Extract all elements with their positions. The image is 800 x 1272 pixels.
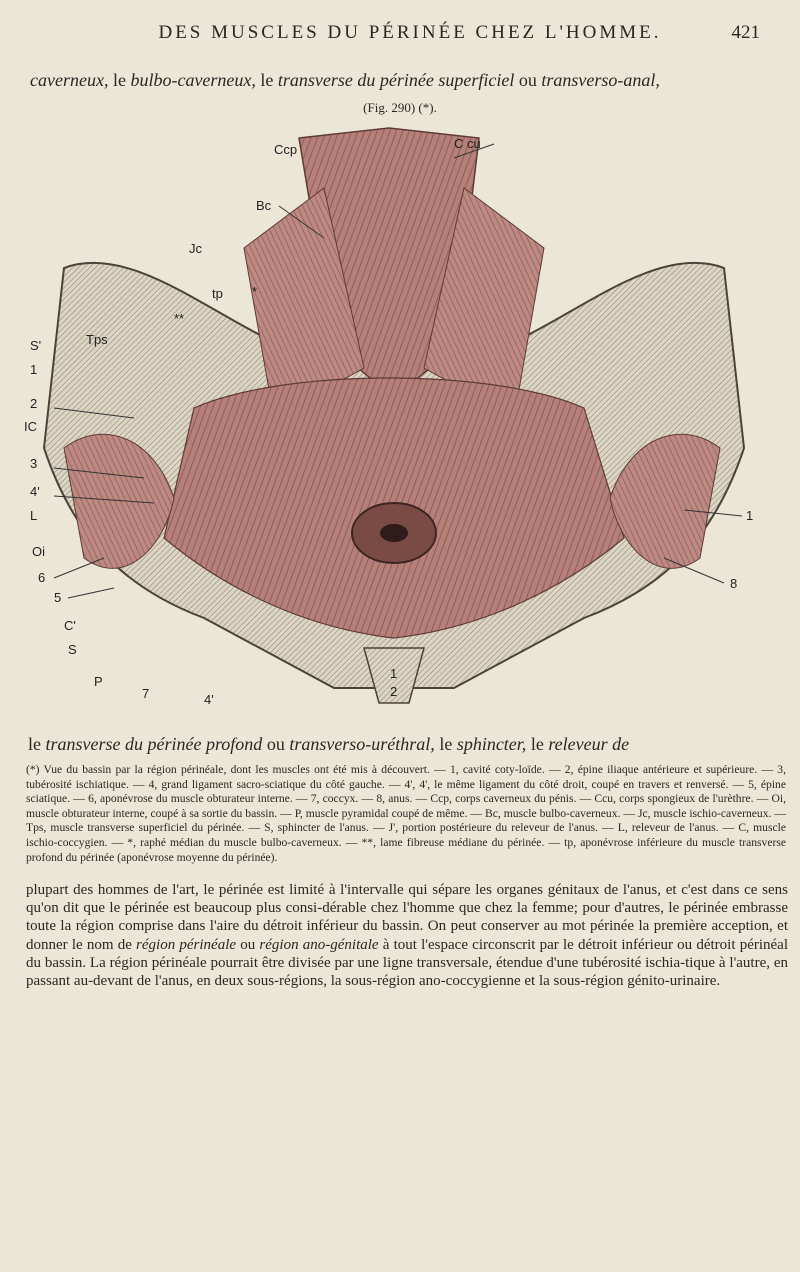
label-L: L <box>30 508 38 523</box>
label-7: 7 <box>142 686 150 701</box>
label-P: P <box>94 674 103 689</box>
page-number: 421 <box>731 22 760 43</box>
sub-p7: le <box>526 734 549 754</box>
lead-t5: transverse du périnée superficiel <box>277 70 515 90</box>
label-6: 6 <box>38 570 46 585</box>
body-d: région ano-génitale <box>259 936 379 953</box>
label-s-prime: S' <box>30 338 42 353</box>
label-2: 2 <box>30 396 38 411</box>
sub-p5: le <box>434 734 457 754</box>
sub-p4: transverso-uréthral, <box>289 734 435 754</box>
label-tps: Tps <box>86 332 108 347</box>
label-tp: tp <box>212 286 223 301</box>
sub-p2: transverse du périnée profond <box>45 734 263 754</box>
label-5: 5 <box>54 590 62 605</box>
label-c-prime: C' <box>64 618 76 633</box>
lead-t4: le <box>255 70 278 90</box>
figure-legend: (*) Vue du bassin par la région périnéale, dont les muscles ont été mis à découvert. — 1, cavité coty-loïde. — 2, épine iliaque antérieure et supérieure. — 3, tubérosité ischiatique. — 4, grand ligament sacro-sciatique du côté gauche. — 4', 4', le même ligament du côté droit, coupé en travers et renversé. — 5, épine sciatique. — 6, aponévrose du muscle obturateur interne. — 7, coccyx. — 8, anus. — Ccp, corps caverneux du pénis. — Ccu, corps spongieux de l'urèthre. — Oi, muscle obturateur interne, coupé à sa sortie du bassin. — P, muscle pyramidal coupé de même. — Bc, muscle bulbo-caverneux. — Jc, muscle ischio-caverneux. — Tps, muscle transverse superficiel du périnée. — S, sphincter de l'anus. — J', portion postérieure du releveur de l'anus. — L, releveur de l'anus. — C, muscle ischio-coccygien. — *, raphé médian du muscle bulbo-caverneux. — **, lame fibreuse médiane du périnée. — tp, aponévrose inférieure du muscle transverse profond du périnée (aponévrose moyenne du périnée). <box>26 763 786 864</box>
anatomical-figure <box>24 118 760 718</box>
subline <box>28 734 788 755</box>
body-c: ou <box>236 936 260 953</box>
body-paragraph <box>26 881 788 990</box>
figure-caption: (Fig. 290) (*). <box>363 100 437 115</box>
lead-t3: bulbo-caverneux, <box>130 70 256 90</box>
sub-p3: ou <box>262 734 290 754</box>
body-b: région périnéale <box>136 936 237 953</box>
running-title: DES MUSCLES DU PÉRINÉE CHEZ L'HOMME. <box>158 22 662 43</box>
sub-p1: le <box>28 734 46 754</box>
body-e: à tout l'espace circonscrit par le détroit inférieur ou détroit périnéal du bassin. La région périnéale pourrait être divisée par une ligne transversale, étendue d'une tubérosité ischia-tique à l'autre, en passant au-devant de l'anus, en deux sous-régions, la sous-région ano-coccygienne et la sous-région génito-urinaire. <box>26 936 788 990</box>
label-S: S <box>68 642 77 657</box>
label-right-1: 1 <box>746 508 754 523</box>
label-fr-1: 1 <box>390 666 398 681</box>
label-4p: 4' <box>30 484 40 499</box>
label-ccp: Ccp <box>274 142 298 157</box>
sub-p6: sphincter, <box>456 734 527 754</box>
running-header <box>60 22 760 52</box>
lead-t7: transverso-anal, <box>541 70 660 90</box>
label-ic: IC <box>24 419 37 434</box>
label-ccu: C cu <box>454 136 481 151</box>
body-a: plupart des hommes de l'art, le périnée est limité à l'intervalle qui sépare les organes génitaux de l'anus, et c'est dans ce sens qu'on dit que le périnée est beaucoup plus consi-dérable chez l'homme que chez la femme; pour d'autres, le périnée embrasse toute la région comprise dans l'aire du détroit inférieur du bassin. On peut conserver au mot périnée la première acception, et donner le nom de <box>26 882 788 953</box>
lead-t1: caverneux, <box>30 70 109 90</box>
label-1: 1 <box>30 362 38 377</box>
label-3: 3 <box>30 456 38 471</box>
label-fr-2: 2 <box>390 684 398 699</box>
lead-t2: le <box>108 70 131 90</box>
label-4pb: 4' <box>204 692 214 707</box>
label-jc: Jc <box>189 241 202 256</box>
label-bc: Bc <box>256 198 272 213</box>
anus-center <box>380 524 408 542</box>
lead-line <box>30 70 770 91</box>
label-stars: ** <box>174 311 185 326</box>
label-star: * <box>252 284 258 299</box>
label-oi: Oi <box>32 544 45 559</box>
lead-t6: ou <box>514 70 542 90</box>
sub-p8: releveur de <box>548 734 630 754</box>
label-8: 8 <box>730 576 738 591</box>
